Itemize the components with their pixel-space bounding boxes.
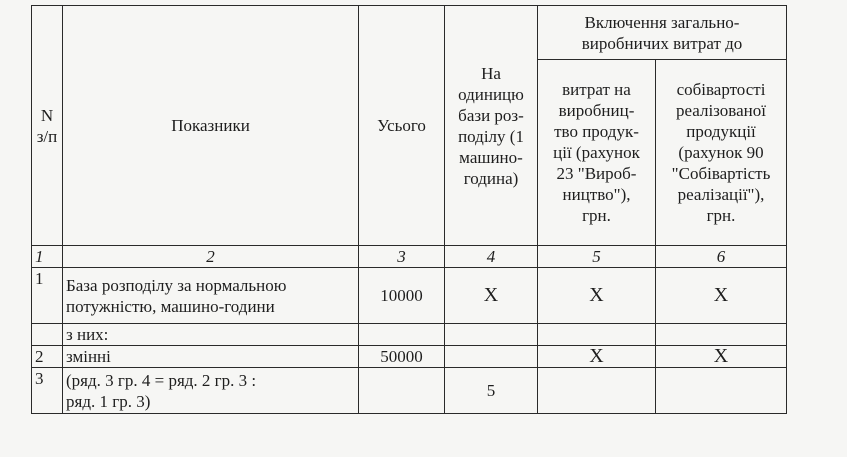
header-indicators: Показники (63, 6, 359, 246)
table-row (32, 268, 787, 324)
row-total: 50000 (359, 346, 445, 368)
header-total: Усього (359, 6, 445, 246)
table-row (32, 368, 787, 414)
row-per-unit (445, 346, 538, 368)
header-col5: витрат на виробниц- тво продук- ції (рахунок 23 "Вироб- ництво"), грн. (538, 60, 656, 246)
row-col6: X (656, 346, 787, 368)
col-number: 1 (32, 246, 63, 268)
row-col6 (656, 324, 787, 346)
row-per-unit: 5 (445, 368, 538, 414)
row-col5: X (538, 346, 656, 368)
row-num: 2 (32, 346, 63, 368)
row-num: 1 (32, 268, 63, 324)
col-number: 2 (63, 246, 359, 268)
row-indicator: База розподілу за нормальною потужністю, машино-години (63, 268, 359, 324)
row-indicator: (ряд. 3 гр. 4 = ряд. 2 гр. 3 : ряд. 1 гр. 3) (63, 368, 359, 414)
row-col5: X (538, 268, 656, 324)
col-number: 4 (445, 246, 538, 268)
column-number-row (32, 246, 787, 268)
row-per-unit: X (445, 268, 538, 324)
row-num (32, 324, 63, 346)
col-number: 5 (538, 246, 656, 268)
row-num: 3 (32, 368, 63, 414)
table-row (32, 324, 787, 346)
row-total (359, 324, 445, 346)
row-col6: X (656, 268, 787, 324)
row-col5 (538, 368, 656, 414)
row-per-unit (445, 324, 538, 346)
row-col5 (538, 324, 656, 346)
header-num: N з/п (32, 6, 63, 246)
row-total (359, 368, 445, 414)
row-indicator: з них: (63, 324, 359, 346)
row-col6 (656, 368, 787, 414)
table-row (32, 346, 787, 368)
row-total: 10000 (359, 268, 445, 324)
col-number: 3 (359, 246, 445, 268)
header-per-unit: На одиницю бази роз- поділу (1 машино- година) (445, 6, 538, 246)
header-col6: собівартості реалізованої продукції (рахунок 90 "Собівартість реалізації"), грн. (656, 60, 787, 246)
col-number: 6 (656, 246, 787, 268)
row-indicator: змінні (63, 346, 359, 368)
header-inclusion: Включення загально- виробничих витрат до (538, 6, 787, 60)
cost-allocation-table (31, 5, 787, 414)
